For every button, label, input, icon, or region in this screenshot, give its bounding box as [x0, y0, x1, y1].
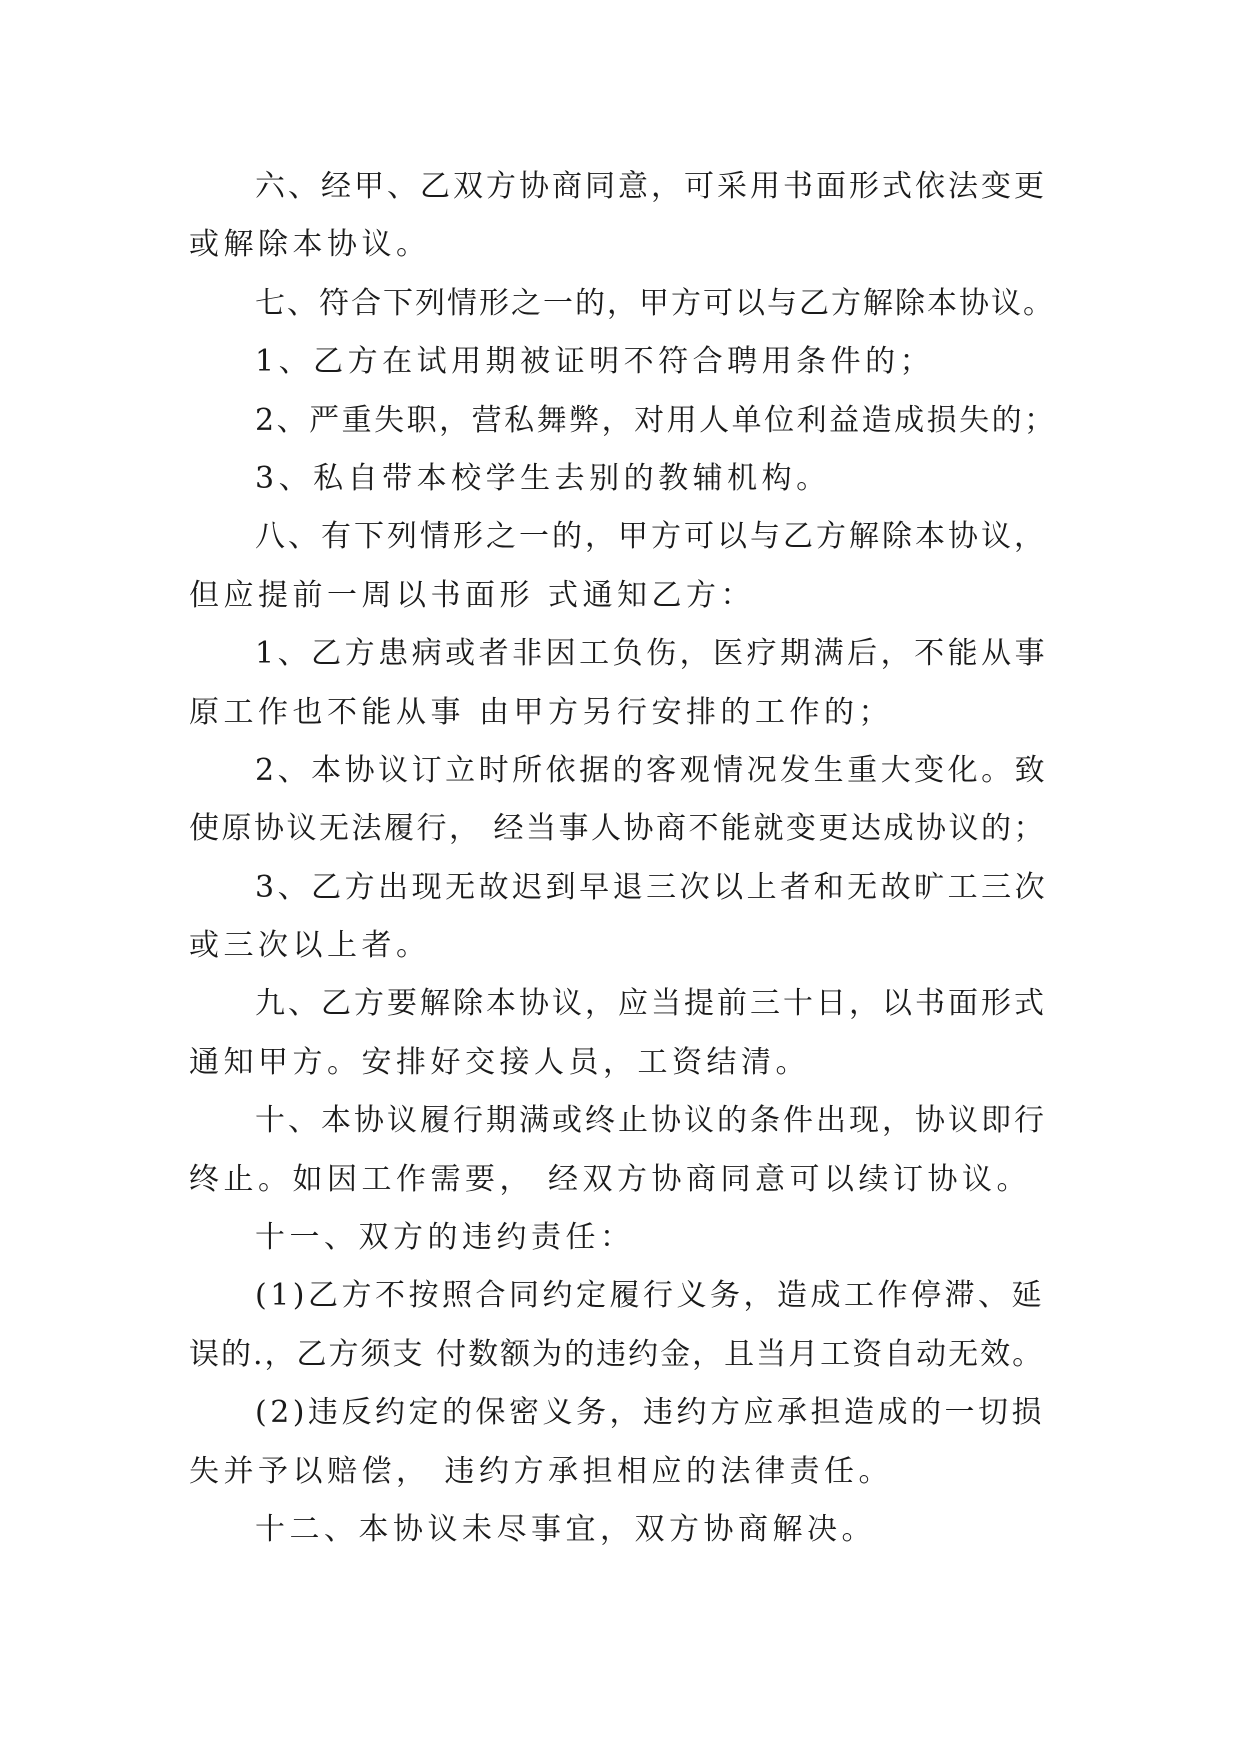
text-line: 八、有下列情形之一的，甲方可以与乙方解除本协议，: [255, 519, 1047, 555]
document-body: [189, 158, 1057, 1559]
text-line: 但应提前一周以书面形 式通知乙方：: [189, 577, 756, 613]
text-line: 十、本协议履行期满或终止协议的条件出现，协议即行: [255, 1103, 1047, 1139]
text-line: 1、乙方在试用期被证明不符合聘用条件的；: [255, 344, 935, 380]
text-line: 原工作也不能从事 由甲方另行安排的工作的；: [189, 694, 894, 730]
text-line: 六、经甲、乙双方协商同意，可采用书面形式依法变更: [255, 169, 1047, 204]
text-line: (1)乙方不按照合同约定履行义务，造成工作停滞、延: [255, 1278, 1045, 1314]
text-line: 3、私自带本校学生去别的教辅机构。: [255, 460, 831, 496]
text-line: 失并予以赔偿， 违约方承担相应的法律责任。: [189, 1453, 894, 1489]
text-line: 终止。如因工作需要， 经双方协商同意可以续订协议。: [189, 1161, 1032, 1197]
text-line: 3、乙方出现无故迟到早退三次以上者和无故旷工三次: [255, 869, 1049, 905]
text-line: 使原协议无法履行， 经当事人协商不能就变更达成协议的；: [189, 811, 1047, 847]
text-line: 1、乙方患病或者非因工负伤，医疗期满后，不能从事: [255, 636, 1049, 672]
text-line: 或解除本协议。: [189, 227, 431, 263]
text-line: (2)违反约定的保密义务，违约方应承担造成的一切损: [255, 1395, 1045, 1431]
text-line: 七、符合下列情形之一的，甲方可以与乙方解除本协议。: [255, 285, 1055, 321]
text-line: 2、严重失职，营私舞弊，对用人单位利益造成损失的；: [255, 402, 1057, 438]
text-line: 或三次以上者。: [189, 928, 431, 964]
text-line: 九、乙方要解除本协议，应当提前三十日，以书面形式: [255, 986, 1047, 1022]
text-line: 十二、本协议未尽事宜，双方协商解决。: [255, 1511, 876, 1547]
text-line: 通知甲方。安排好交接人员，工资结清。: [189, 1044, 810, 1080]
text-line: 2、本协议订立时所依据的客观情况发生重大变化。致: [255, 752, 1049, 788]
text-line: 十一、双方的违约责任：: [255, 1220, 635, 1256]
text-line: 误的.，乙方须支 付数额为的违约金，且当月工资自动无效。: [189, 1336, 1045, 1372]
